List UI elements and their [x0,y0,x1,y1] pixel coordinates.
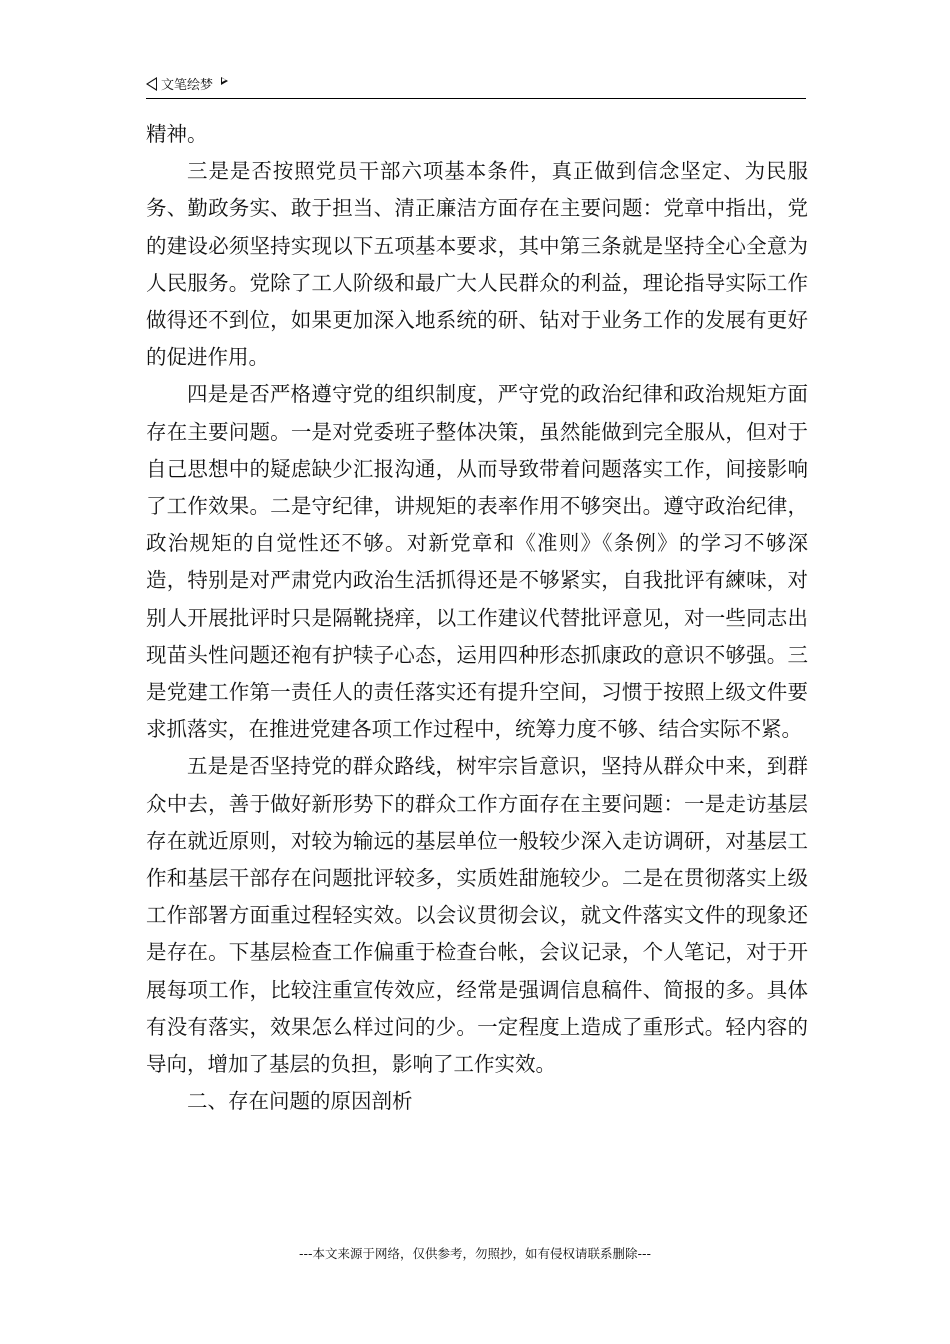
header-brand [146,74,228,93]
page-footer: ---本文来源于网络，仅供参考，勿照抄，如有侵权请联系删除--- [298,1246,652,1261]
right-triangle-icon [221,77,228,85]
section-heading: 二、存在问题的原因剖析 [187,1089,413,1114]
paragraph-2: 三是是否按照党员干部六项基本条件，真正做到信念坚定、为民服务、勤政务实、敢于担当、清正廉洁方面存在主要问题：党章中指出，党的建设必须坚持实现以下五项基本要求，其中第三条就是坚持全心全意为人民服务。党除了工人阶级和最广大人民群众的利益，理论指导实际工作做得还不到位，如果更加深入地系统的研、钻对于业务工作的发展有更好的促进作用。 [146,159,808,370]
header-title: 文笔绘梦 [161,78,214,93]
paragraph-3: 四是是否严格遵守党的组织制度，严守党的政治纪律和政治规矩方面存在主要问题。一是对党委班子整体决策，虽然能做到完全服从，但对于自己思想中的疑虑缺少汇报沟通，从而导致带着问题落实工作，间接影响了工作效果。二是守纪律，讲规矩的表率作用不够突出。遵守政治纪律，政治规矩的自觉性还不够。对新党章和《准则》《条例》的学习不够深造，特别是对严肃党内政治生活抓得还是不够紧实，自我批评有練味，对别人开展批评时只是隔靴挠痒，以工作建议代替批评意见，对一些同志出现苗头性问题还袍有护犊子心态，运用四种形态抓康政的意识不够强。三是党建工作第一责任人的责任落实还有提升空间，习惯于按照上级文件要求抓落实，在推进党建各项工作过程中，统筹力度不够、结合实际不紧。 [146,382,808,742]
paragraph-4: 五是是否坚持党的群众路线，树牢宗旨意识，坚持从群众中来，到群众中去，善于做好新形势下的群众工作方面存在主要问题：一是走访基层存在就近原则，对较为输远的基层单位一般较少深入走访调研，对基层工作和基层干部存在问题批评较多，实质姓甜施较少。二是在贯彻落实上级工作部署方面重过程轻实效。以会议贯彻会议，就文件落实文件的现象还是存在。下基层检查工作偏重于检查台帐，会议记录，个人笔记，对于开展每项工作，比较注重宣传效应，经常是强调信息稿件、简报的多。具体有没有落实，效果怎么样过问的少。一定程度上造成了重形式。轻内容的导向，增加了基层的负担，影响了工作实效。 [146,754,808,1077]
paragraph-1: 精神。 [146,122,208,146]
left-triangle-icon [146,77,157,91]
document-body [146,116,808,1120]
page-header [146,72,806,99]
